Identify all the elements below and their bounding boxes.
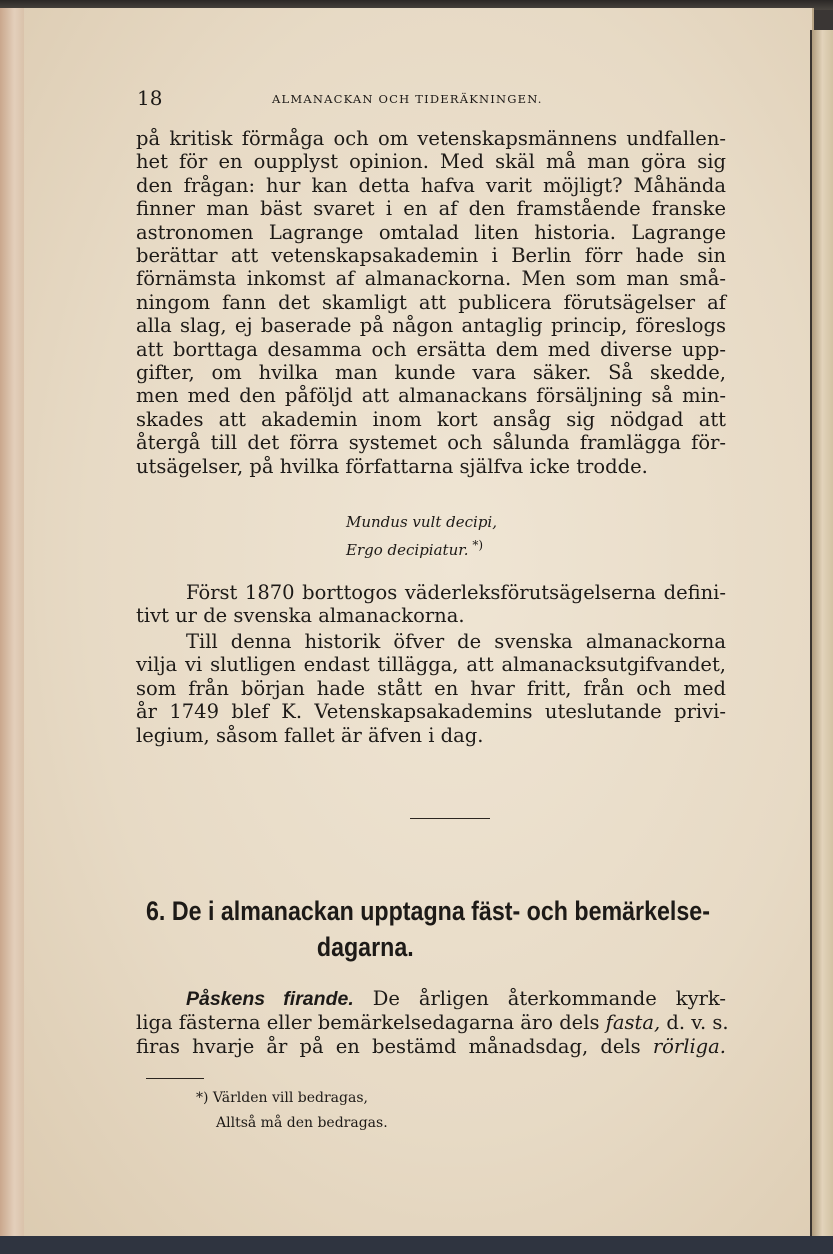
footnote-marker: *) [468, 538, 484, 552]
text-line [136, 1035, 726, 1058]
emphasis-fasta: fasta, [605, 1011, 661, 1035]
paragraph-lead-rest: De årligen återkommande kyrk- [353, 987, 726, 1010]
text-line: på kritisk förmåga och om vetenskapsmännens undfallen- [136, 127, 726, 150]
scan-bottom-edge [0, 1236, 833, 1254]
text-line: skades att akademin inom kort ansåg sig nödgad att [136, 407, 726, 431]
text-line: gifter, om hvilka man kunde vara säker. Så skedde, [136, 361, 726, 385]
footnote-rule [146, 1078, 204, 1079]
text-line: berättar att vetenskapsakademin i Berlin förr hade sin [136, 244, 726, 268]
text-line: tivt ur de svenska almanackorna. [136, 604, 465, 628]
paragraph-1 [136, 127, 726, 478]
text-span: liga fästerna eller bemärkelsedagarna äro dels [136, 1011, 600, 1035]
text-span: d. v. s. [660, 1011, 729, 1035]
text-span: firas hvarje år på en bestämd månadsdag, dels [136, 1034, 641, 1058]
text-line: Först 1870 borttogos väderleksförutsägelserna defini- [186, 581, 726, 604]
section-heading [146, 893, 710, 965]
page-left-edge [0, 8, 24, 1236]
text-line [136, 1011, 729, 1035]
quote-line-2 [346, 534, 497, 562]
footnote [196, 1086, 388, 1136]
text-line: den frågan: hur kan detta hafva varit möjligt? Måhända [136, 173, 726, 197]
footnote-line-1: *) Världen vill bedragas, [196, 1090, 368, 1106]
paragraph-4 [136, 987, 729, 1058]
section-divider [410, 818, 490, 819]
text-line: förnämsta inkomst af almanackorna. Men som man små- [136, 267, 726, 291]
text-line: att borttaga desamma och ersätta dem med diverse upp- [136, 337, 726, 361]
text-line: utsägelser, på hvilka författarna själfva icke trodde. [136, 454, 648, 478]
paragraph-lead: Påskens firande. [186, 988, 354, 1010]
section-heading-line-1: 6. De i almanackan upptagna fäst- och bemärkelse- [146, 896, 710, 926]
text-line: återgå till det förra systemet och sålunda framlägga för- [136, 431, 726, 455]
text-line: som från början hade stått en hvar fritt, från och med [136, 676, 726, 700]
latin-quote [346, 511, 497, 562]
text-line: alla slag, ej baserade på någon antaglig princip, föreslogs [136, 314, 726, 338]
page-number: 18 [137, 86, 163, 110]
footnote-line-2: Alltså må den bedragas. [216, 1115, 388, 1131]
quote-line-2-text: Ergo decipiatur. [346, 541, 469, 559]
text-line: ningom fann det skamligt att publicera förutsägelser af [136, 290, 726, 314]
text-line: legium, såsom fallet är äfven i dag. [136, 723, 484, 747]
paragraph-2 [136, 581, 726, 628]
text-line: Till denna historik öfver de svenska almanackorna [186, 630, 726, 653]
text-line: het för en oupplyst opinion. Med skäl må man göra sig [136, 150, 726, 174]
paragraph-3 [136, 630, 726, 747]
book-side-edge [810, 30, 833, 1236]
section-heading-line-2: dagarna. [316, 932, 414, 962]
emphasis-rorliga: rörliga. [652, 1034, 726, 1058]
text-line: finner man bäst svaret i en af den framstående franske [136, 197, 726, 221]
text-line: år 1749 blef K. Vetenskapsakademins uteslutande privi- [136, 700, 726, 724]
text-line: astronomen Lagrange omtalad liten historia. Lagrange [136, 220, 726, 244]
running-header: ALMANACKAN OCH TIDERÄKNINGEN. [272, 92, 543, 106]
text-line: men med den påföljd att almanackans försäljning så min- [136, 384, 726, 408]
text-line [136, 987, 726, 1011]
text-line: vilja vi slutligen endast tillägga, att almanacksutgifvandet, [136, 653, 726, 677]
quote-line-1: Mundus vult decipi, [346, 513, 497, 531]
